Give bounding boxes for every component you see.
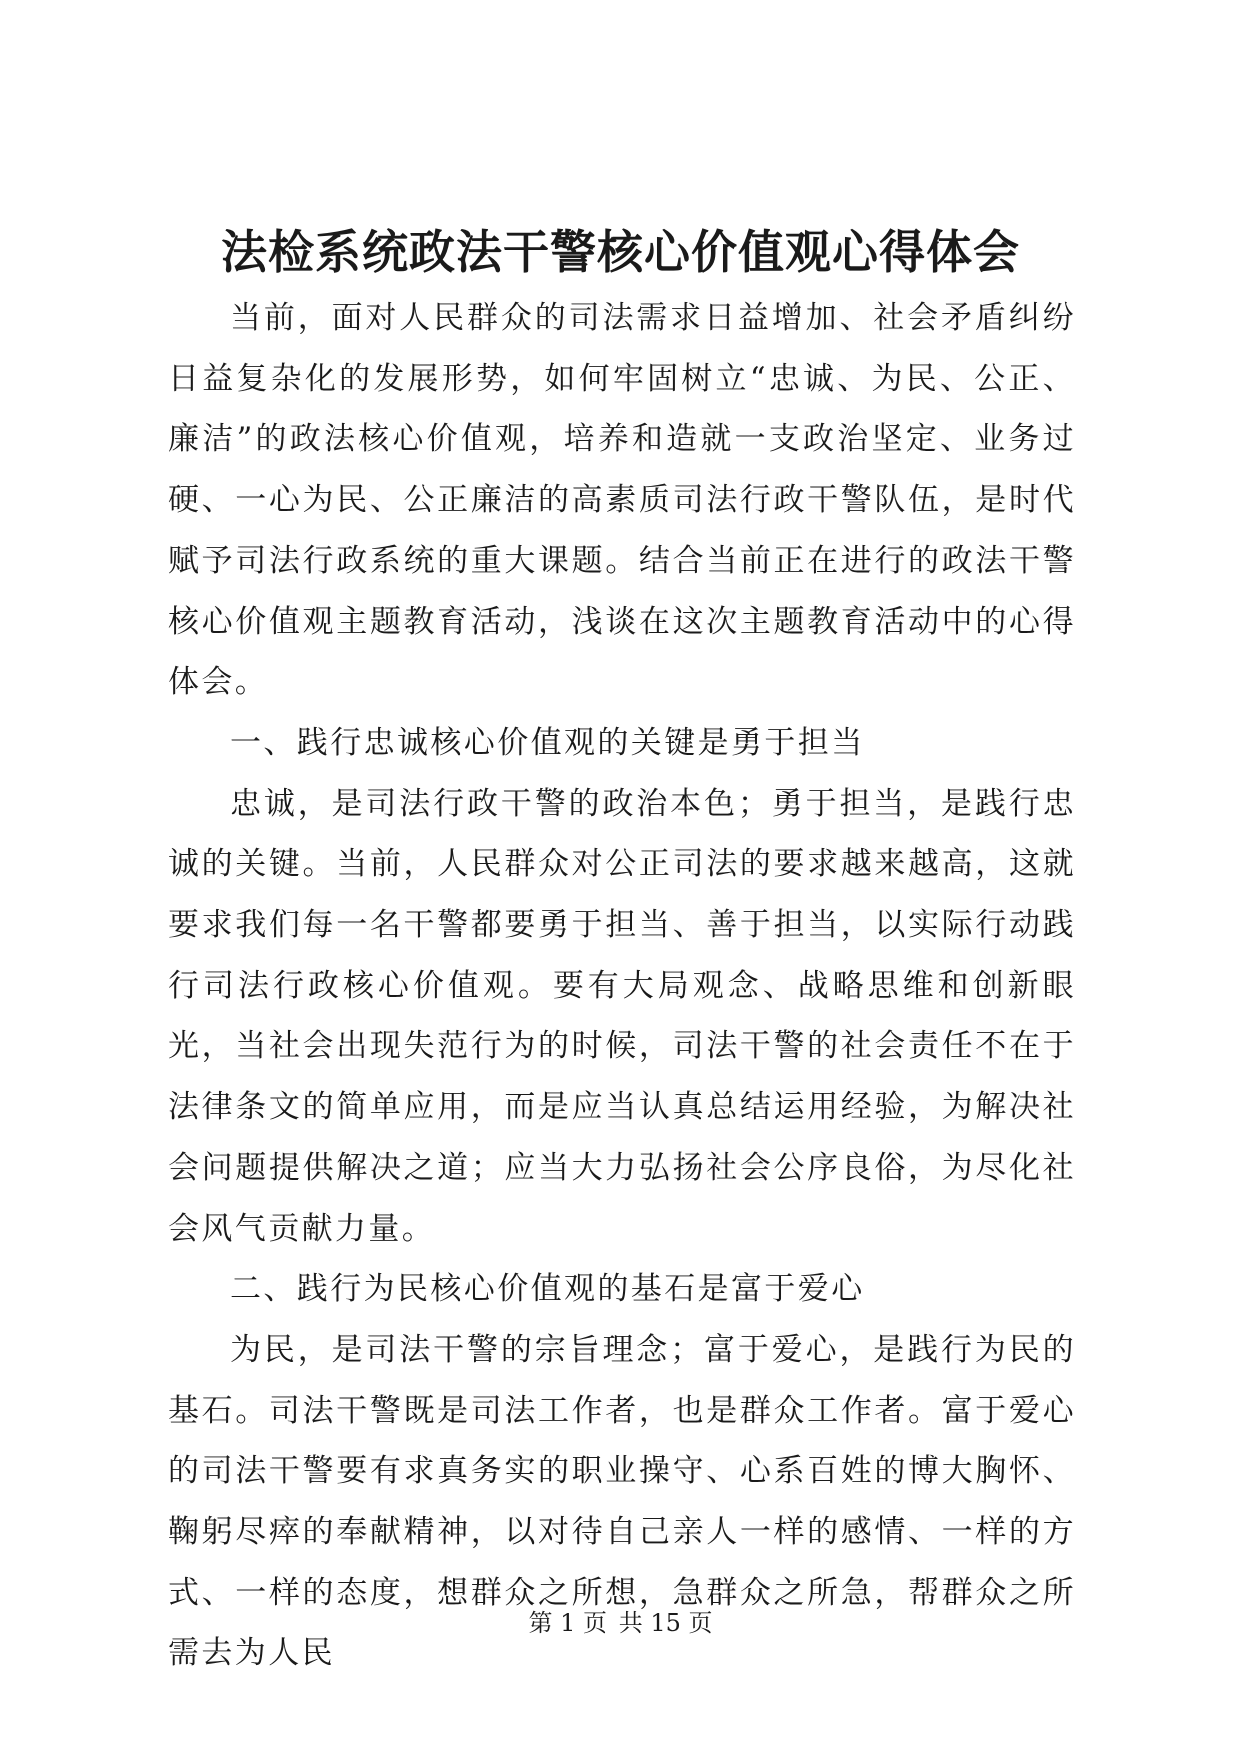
document-title: 法检系统政法干警核心价值观心得体会	[221, 225, 1020, 279]
paragraph-section-1: 忠诚，是司法行政干警的政治本色；勇于担当，是践行忠诚的关键。当前，人民群众对公正司法的要求越来越高，这就要求我们每一名干警都要勇于担当、善于担当，以实际行动践行司法行政核心价值观。要有大局观念、战略思维和创新眼光，当社会出现失范行为的时候，司法干警的社会责任不在于法律条文的简单应用，而是应当认真总结运用经验，为解决社会问题提供解决之道；应当大力弘扬社会公序良俗，为尽化社会风气贡献力量。	[168, 785, 1076, 1247]
paragraph-intro: 当前，面对人民群众的司法需求日益增加、社会矛盾纠纷日益复杂化的发展形势，如何牢固树立“忠诚、为民、公正、廉洁”的政法核心价值观，培养和造就一支政治坚定、业务过硬、一心为民、公正廉洁的高素质司法行政干警队伍，是时代赋予司法行政系统的重大课题。结合当前正在进行的政法干警核心价值观主题教育活动，浅谈在这次主题教育活动中的心得体会。	[168, 300, 1076, 701]
section-heading-1: 一、践行忠诚核心价值观的关键是勇于担当	[230, 724, 865, 761]
page-footer	[0, 1608, 1241, 1638]
page-total: 共 15 页	[618, 1609, 713, 1637]
document-body	[168, 288, 1076, 1684]
paragraph-section-2: 为民，是司法干警的宗旨理念；富于爱心，是践行为民的基石。司法干警既是司法工作者，也是群众工作者。富于爱心的司法干警要有求真务实的职业操守、心系百姓的博大胸怀、鞠躬尽瘁的奉献精神，以对待自己亲人一样的感情、一样的方式、一样的态度，想群众之所想，急群众之所急，帮群众之所需去为人民	[168, 1331, 1076, 1672]
page-number: 第 1 页	[528, 1609, 608, 1637]
section-heading-2: 二、践行为民核心价值观的基石是富于爱心	[230, 1271, 865, 1308]
